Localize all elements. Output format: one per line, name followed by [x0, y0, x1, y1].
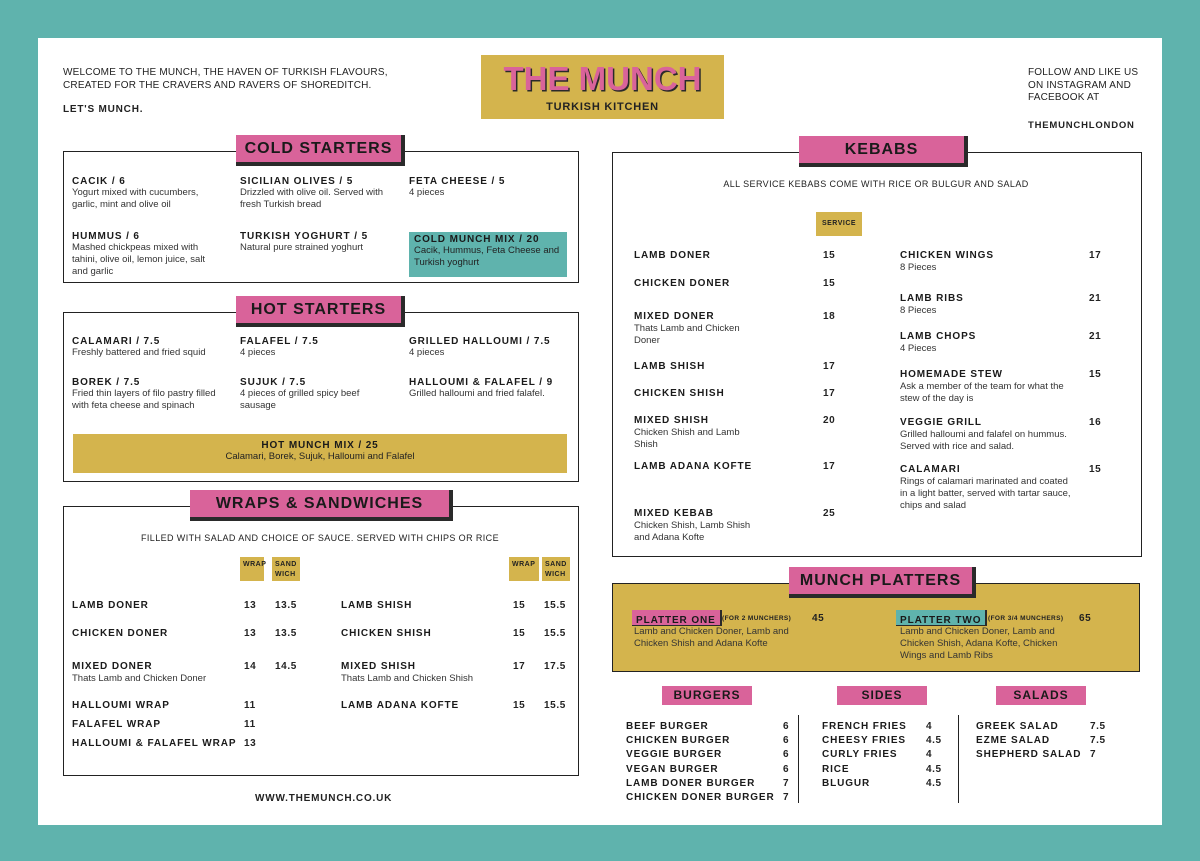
platter-price: 45	[812, 613, 825, 624]
item-desc: Grilled halloumi and fried falafel.	[409, 388, 545, 399]
item-name: LAMB DONER	[634, 250, 711, 261]
label-text: SAND	[275, 561, 297, 568]
item-desc: 4 pieces of grilled spicy beef	[240, 388, 360, 399]
item-desc: 4 Pieces	[900, 343, 937, 354]
item-name: GRILLED HALLOUMI / 7.5	[409, 336, 551, 347]
label-text: SAND	[545, 561, 567, 568]
item-name: FALAFEL / 7.5	[240, 336, 319, 347]
social-line-1: FOLLOW AND LIKE US	[1028, 67, 1139, 78]
col-sandwich-label	[272, 557, 300, 581]
platter-price: 65	[1079, 613, 1092, 624]
item-desc: Freshly battered and fried squid	[72, 347, 206, 358]
divider	[958, 715, 959, 803]
item-price: 4.5	[926, 735, 942, 747]
intro-cta: LET'S MUNCH.	[63, 104, 144, 115]
social-handle: THEMUNCHLONDON	[1028, 120, 1135, 131]
item-price: 25	[823, 508, 836, 519]
item-name: MIXED SHISH	[341, 661, 416, 672]
item-price: 15	[513, 628, 526, 639]
item-name: BEEF BURGER	[626, 721, 709, 732]
burgers-title: BURGERS	[662, 686, 752, 705]
menu-item	[72, 336, 232, 359]
item-desc: Cacik, Hummus, Feta Cheese and	[414, 245, 560, 256]
item-price: 7.5	[1090, 721, 1106, 732]
item-desc: Grilled halloumi and falafel on hummus.	[900, 429, 1067, 440]
item-desc: Shish	[634, 439, 658, 450]
item-name: LAMB CHOPS	[900, 331, 977, 342]
menu-item	[409, 336, 569, 359]
item-name: BOREK / 7.5	[72, 377, 141, 388]
menu-sheet	[38, 38, 1162, 825]
item-desc: Served with rice and salad.	[900, 441, 1015, 452]
website-link[interactable]: WWW.THEMUNCH.CO.UK	[255, 793, 393, 804]
item-name: SUJUK / 7.5	[240, 377, 307, 388]
item-price: 13.5	[275, 600, 297, 611]
logo-title: THE MUNCH	[503, 60, 702, 97]
item-name: CALAMARI	[900, 464, 961, 475]
kebabs-note: ALL SERVICE KEBABS COME WITH RICE OR BULGUR AND SALAD	[723, 179, 1029, 189]
item-name: CHICKEN DONER	[634, 278, 731, 289]
item-name: FALAFEL WRAP	[72, 719, 161, 730]
intro-text	[63, 67, 388, 92]
item-desc: Drizzled with olive oil. Served with	[240, 187, 384, 198]
menu-item	[240, 336, 400, 359]
item-price: 4	[926, 749, 933, 761]
item-name: TURKISH YOGHURT / 5	[240, 231, 369, 242]
item-desc: 8 Pieces	[900, 305, 937, 316]
logo-subtitle: TURKISH KITCHEN	[546, 101, 659, 113]
item-price: 13	[244, 738, 257, 749]
item-name: HALLOUMI & FALAFEL / 9	[409, 377, 554, 388]
item-desc: 4 pieces	[409, 187, 445, 198]
item-price: 11	[244, 700, 256, 711]
item-price: 4.5	[926, 777, 942, 789]
item-name: LAMB SHISH	[634, 361, 706, 372]
item-desc: 8 Pieces	[900, 262, 937, 273]
item-desc: Fried thin layers of filo pastry filled	[72, 388, 216, 399]
item-name: LAMB RIBS	[900, 293, 964, 304]
item-desc: Chicken Shish and Lamb	[634, 427, 740, 438]
item-name: VEGAN BURGER	[626, 763, 719, 775]
item-desc: chips and salad	[900, 500, 967, 511]
item-name: CHICKEN DONER BURGER	[626, 792, 775, 803]
platter-desc	[634, 626, 789, 650]
item-desc: stew of the day is	[900, 393, 974, 404]
social-line-2: ON INSTAGRAM AND	[1028, 79, 1132, 91]
item-price: 15	[513, 700, 526, 711]
item-price: 15	[1089, 369, 1102, 380]
label-text: WICH	[545, 571, 566, 578]
item-name: VEGGIE BURGER	[626, 749, 723, 761]
desc-line: Wings and Lamb Ribs	[900, 650, 993, 661]
item-name: RICE	[822, 763, 850, 775]
item-price: 17	[823, 461, 836, 472]
item-price: 14	[244, 661, 257, 672]
item-price: 17.5	[544, 661, 566, 672]
item-desc: 4 pieces	[240, 347, 276, 358]
item-desc: Rings of calamari marinated and coated	[900, 476, 1068, 487]
item-name: MIXED DONER	[634, 311, 715, 322]
item-desc: Natural pure strained yoghurt	[240, 242, 364, 253]
item-price: 15	[1089, 464, 1102, 475]
item-name: CHICKEN SHISH	[341, 628, 432, 639]
item-desc: Yogurt mixed with cucumbers,	[72, 187, 199, 198]
item-name: HALLOUMI WRAP	[72, 700, 170, 711]
item-price: 15	[823, 278, 836, 289]
item-price: 17	[1089, 250, 1102, 261]
wraps-title: WRAPS & SANDWICHES	[190, 490, 453, 521]
desc-line: Chicken Shish, Adana Kofte, Chicken	[900, 638, 1058, 649]
wraps-box	[63, 506, 579, 776]
item-name: MIXED SHISH	[634, 415, 709, 426]
item-name: LAMB DONER	[72, 600, 149, 611]
item-price: 15.5	[544, 628, 566, 639]
item-desc: Doner	[634, 335, 660, 346]
item-price: 13	[244, 600, 257, 611]
menu-item	[240, 176, 410, 211]
menu-item	[72, 377, 237, 412]
salads-title: SALADS	[996, 686, 1086, 705]
platter-name: PLATTER ONE	[636, 615, 716, 626]
item-price: 7	[783, 777, 790, 789]
item-name: LAMB SHISH	[341, 600, 413, 611]
item-price: 6	[783, 749, 790, 761]
item-name: VEGGIE GRILL	[900, 417, 982, 428]
item-name: LAMB ADANA KOFTE	[341, 700, 460, 711]
item-desc: 4 pieces	[409, 347, 445, 358]
menu-item	[240, 231, 400, 254]
item-desc: Thats Lamb and Chicken Doner	[72, 673, 207, 684]
item-desc: garlic, mint and olive oil	[72, 199, 171, 210]
item-price: 7	[1090, 749, 1097, 761]
item-price: 20	[823, 415, 836, 426]
item-desc: Chicken Shish, Lamb Shish	[634, 520, 751, 531]
menu-item	[72, 231, 232, 278]
cold-munch-mix	[409, 232, 567, 277]
item-name: COLD MUNCH MIX / 20	[414, 234, 540, 245]
item-desc: Calamari, Borek, Sujuk, Halloumi and Falafel	[225, 451, 415, 462]
item-desc: fresh Turkish bread	[240, 199, 322, 210]
item-name: BLUGUR	[822, 777, 871, 789]
item-desc: and Adana Kofte	[634, 532, 705, 543]
item-price: 7	[783, 792, 790, 803]
item-price: 14.5	[275, 661, 297, 672]
intro-line-2: CREATED FOR THE CRAVERS AND RAVERS OF SHOREDITCH.	[63, 79, 372, 91]
item-desc: and garlic	[72, 266, 114, 277]
item-name: GREEK SALAD	[976, 721, 1059, 732]
item-price: 18	[823, 311, 836, 322]
item-name: HALLOUMI & FALAFEL WRAP	[72, 738, 237, 749]
item-price: 13.5	[275, 628, 297, 639]
item-name: SHEPHERD SALAD	[976, 749, 1082, 761]
platter-note: (FOR 3/4 MUNCHERS)	[988, 615, 1064, 622]
item-desc: Thats Lamb and Chicken Shish	[341, 673, 474, 684]
label-text: WICH	[275, 571, 296, 578]
item-price: 6	[783, 763, 790, 775]
item-name: FETA CHEESE / 5	[409, 176, 506, 187]
platter-one-label	[632, 610, 722, 626]
item-desc: Ask a member of the team for what the	[900, 381, 1064, 392]
item-name: MIXED KEBAB	[634, 508, 714, 519]
item-name: LAMB ADANA KOFTE	[634, 461, 753, 472]
desc-line: Lamb and Chicken Doner, Lamb and	[634, 626, 789, 637]
item-name: FRENCH FRIES	[822, 721, 907, 732]
label-text: WRAP	[512, 561, 536, 568]
item-price: 4.5	[926, 763, 942, 775]
item-desc: Thats Lamb and Chicken	[634, 323, 740, 334]
item-name: HOT MUNCH MIX / 25	[261, 440, 379, 451]
item-price: 21	[1089, 331, 1102, 342]
item-desc: in a light batter, served with tartar sauce,	[900, 488, 1071, 499]
item-name: CHICKEN WINGS	[900, 250, 994, 261]
col-wrap-label	[509, 557, 539, 581]
platter-name: PLATTER TWO	[900, 615, 982, 626]
item-price: 6	[783, 721, 790, 732]
cold-starters-title: COLD STARTERS	[236, 135, 405, 166]
logo	[481, 55, 724, 119]
item-price: 6	[783, 735, 790, 747]
social-line-3: FACEBOOK AT	[1028, 92, 1100, 103]
item-name: CALAMARI / 7.5	[72, 336, 161, 347]
item-price: 11	[244, 719, 256, 730]
col-service-label	[816, 212, 862, 236]
item-price: 17	[513, 661, 526, 672]
item-name: MIXED DONER	[72, 661, 153, 672]
item-name: CHICKEN SHISH	[634, 388, 725, 399]
item-desc: with feta cheese and spinach	[72, 400, 195, 411]
item-name: CURLY FRIES	[822, 749, 898, 761]
item-price: 15	[823, 250, 836, 261]
platter-two-label	[896, 610, 987, 626]
menu-item	[72, 176, 232, 211]
item-price: 15.5	[544, 700, 566, 711]
item-name: SICILIAN OLIVES / 5	[240, 176, 354, 187]
item-price: 16	[1089, 417, 1102, 428]
platters-title: MUNCH PLATTERS	[789, 567, 976, 598]
wraps-note: FILLED WITH SALAD AND CHOICE OF SAUCE. SERVED WITH CHIPS OR RICE	[141, 533, 499, 543]
menu-item	[409, 176, 569, 199]
item-price: 13	[244, 628, 257, 639]
col-sandwich-label	[542, 557, 570, 581]
hot-munch-mix	[73, 434, 567, 473]
divider	[798, 715, 799, 803]
item-name: CACIK / 6	[72, 176, 126, 187]
item-price: 7.5	[1090, 735, 1106, 747]
item-price: 15.5	[544, 600, 566, 611]
item-name: LAMB DONER BURGER	[626, 777, 756, 789]
desc-line: Chicken Shish and Adana Kofte	[634, 638, 768, 649]
item-desc: sausage	[240, 400, 276, 411]
col-wrap-label	[240, 557, 267, 581]
intro-line-1: WELCOME TO THE MUNCH, THE HAVEN OF TURKISH FLAVOURS,	[63, 67, 388, 78]
item-price: 4	[926, 721, 933, 732]
item-desc: Turkish yoghurt	[414, 257, 480, 268]
menu-item	[409, 377, 569, 400]
item-name: CHICKEN BURGER	[626, 735, 731, 747]
item-desc: Mashed chickpeas mixed with	[72, 242, 199, 253]
item-name: HUMMUS / 6	[72, 231, 140, 242]
item-name: EZME SALAD	[976, 735, 1050, 747]
desc-line: Lamb and Chicken Doner, Lamb and	[900, 626, 1055, 637]
item-desc: tahini, olive oil, lemon juice, salt	[72, 254, 206, 265]
label-text: WRAP	[243, 561, 267, 568]
item-price: 15	[513, 600, 526, 611]
hot-starters-title: HOT STARTERS	[236, 296, 405, 327]
social-text	[1028, 67, 1138, 105]
item-price: 17	[823, 361, 836, 372]
item-price: 17	[823, 388, 836, 399]
menu-item	[240, 377, 400, 412]
platter-desc	[900, 626, 1057, 662]
label-text: SERVICE	[821, 220, 857, 227]
item-price: 21	[1089, 293, 1102, 304]
kebabs-title: KEBABS	[799, 136, 968, 167]
item-name: HOMEMADE STEW	[900, 369, 1003, 380]
item-name: CHEESY FRIES	[822, 735, 906, 747]
platter-note: (FOR 2 MUNCHERS)	[722, 615, 792, 622]
item-name: CHICKEN DONER	[72, 628, 169, 639]
sides-title: SIDES	[837, 686, 927, 705]
